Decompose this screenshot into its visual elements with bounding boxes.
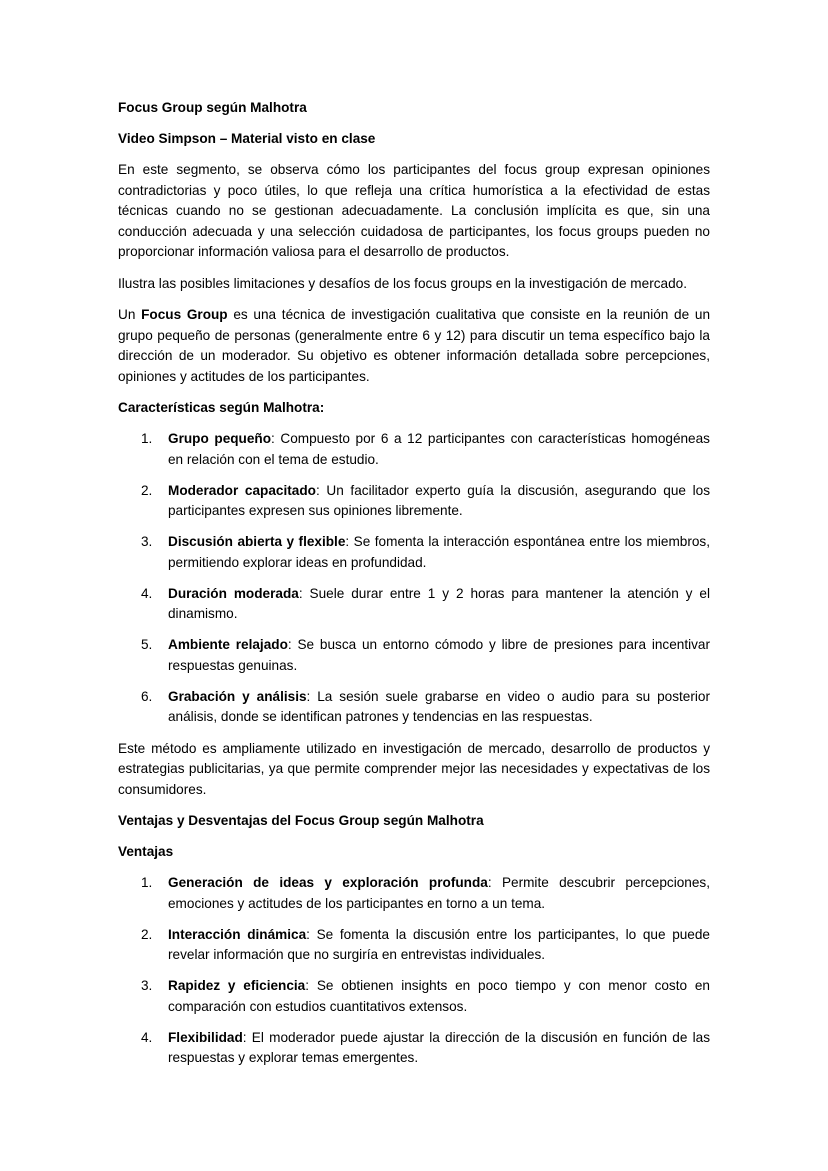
item-label: Moderador capacitado bbox=[168, 482, 316, 498]
list-number: 4. bbox=[141, 585, 153, 601]
list-number: 5. bbox=[141, 637, 153, 652]
item-text: : Se busca un entorno cómodo y libre de presiones para incentivar respuestas genuinas. bbox=[168, 637, 711, 673]
list-item bbox=[118, 429, 710, 470]
list-number: 1. bbox=[141, 431, 153, 446]
item-text: : Se fomenta la interacción espontánea entre los miembros, permitiendo explorar ideas en profundidad. bbox=[168, 534, 710, 570]
item-text: : Se obtienen insights en poco tiempo y con menor costo en comparación con estudios cuantitativos extensos. bbox=[168, 978, 710, 1014]
item-label: Interacción dinámica bbox=[168, 926, 307, 942]
list-number: 3. bbox=[141, 978, 153, 993]
list-item bbox=[118, 635, 710, 676]
paragraph-video-summary: En este segmento, se observa cómo los participantes del focus group expresan opiniones contradictorias y poco útiles, lo que refleja una crítica humorística a la efectividad de estas técnicas cuando no se gestionan adecuadamente. La conclusión implícita es que, sin una conducción adecuada y una selección cuidadosa de participantes, los focus groups pueden no proporcionar información valiosa para el desarrollo de productos. bbox=[118, 162, 710, 259]
list-number: 6. bbox=[141, 688, 153, 704]
paragraph-limitations: Ilustra las posibles limitaciones y desafíos de los focus groups en la investigación de mercado. bbox=[118, 275, 687, 291]
advantages-heading: Ventajas bbox=[118, 844, 174, 859]
list-item bbox=[118, 1028, 710, 1069]
item-label: Flexibilidad bbox=[168, 1029, 243, 1045]
paragraph-definition bbox=[118, 305, 710, 387]
characteristics-list bbox=[118, 429, 710, 728]
list-item bbox=[118, 584, 710, 625]
item-text: : La sesión suele grabarse en video o audio para su posterior análisis, donde se identifican patrones y tendencias en las respuestas. bbox=[168, 688, 710, 724]
list-item bbox=[118, 873, 710, 914]
video-heading: Video Simpson – Material visto en clase bbox=[118, 131, 376, 146]
item-label: Discusión abierta y flexible bbox=[168, 534, 346, 549]
document-title: Focus Group según Malhotra bbox=[118, 100, 307, 115]
item-label: Grupo pequeño bbox=[168, 431, 272, 446]
characteristics-heading: Características según Malhotra: bbox=[118, 400, 325, 415]
item-label: Duración moderada bbox=[168, 585, 299, 601]
item-label: Grabación y análisis bbox=[168, 688, 307, 704]
item-label: Generación de ideas y exploración profunda bbox=[168, 875, 488, 890]
list-number: 2. bbox=[141, 482, 153, 498]
item-text: : Compuesto por 6 a 12 participantes con características homogéneas en relación con el tema de estudio. bbox=[168, 431, 710, 467]
item-text: : Se fomenta la discusión entre los participantes, lo que puede revelar información que no surgiría en entrevistas individuales. bbox=[168, 926, 710, 962]
list-number: 2. bbox=[141, 926, 153, 942]
item-text: : Suele durar entre 1 y 2 horas para mantener la atención y el dinamismo. bbox=[168, 585, 710, 621]
definition-term: Focus Group bbox=[141, 307, 228, 322]
list-item bbox=[118, 687, 710, 728]
item-label: Rapidez y eficiencia bbox=[168, 978, 306, 993]
list-number: 1. bbox=[141, 875, 153, 890]
list-number: 3. bbox=[141, 534, 153, 549]
definition-text: es una técnica de investigación cualitativa que consiste en la reunión de un grupo pequeño de personas (generalmente entre 6 y 12) para discutir un tema específico bajo la dirección de un moderador. Su objetivo es obtener información detallada sobre percepciones, opiniones y actitudes de los participantes. bbox=[118, 307, 711, 384]
item-label: Ambiente relajado bbox=[168, 637, 288, 652]
list-item bbox=[118, 976, 710, 1017]
advantages-list bbox=[118, 873, 710, 1069]
paragraph-usage: Este método es ampliamente utilizado en investigación de mercado, desarrollo de productos y estrategias publicitarias, ya que permite comprender mejor las necesidades y expectativas de los consumidores. bbox=[118, 740, 710, 797]
definition-prefix: Un bbox=[118, 307, 142, 322]
list-item bbox=[118, 532, 710, 573]
list-number: 4. bbox=[141, 1029, 153, 1045]
item-text: : El moderador puede ajustar la dirección de la discusión en función de las respuestas y explorar temas emergentes. bbox=[168, 1029, 710, 1065]
pros-cons-heading: Ventajas y Desventajas del Focus Group según Malhotra bbox=[118, 813, 484, 828]
list-item bbox=[118, 925, 710, 966]
item-text: : Un facilitador experto guía la discusión, asegurando que los participantes expresen sus opiniones libremente. bbox=[168, 482, 711, 518]
list-item bbox=[118, 481, 710, 522]
item-text: : Permite descubrir percepciones, emociones y actitudes de los participantes en torno a un tema. bbox=[168, 875, 710, 911]
